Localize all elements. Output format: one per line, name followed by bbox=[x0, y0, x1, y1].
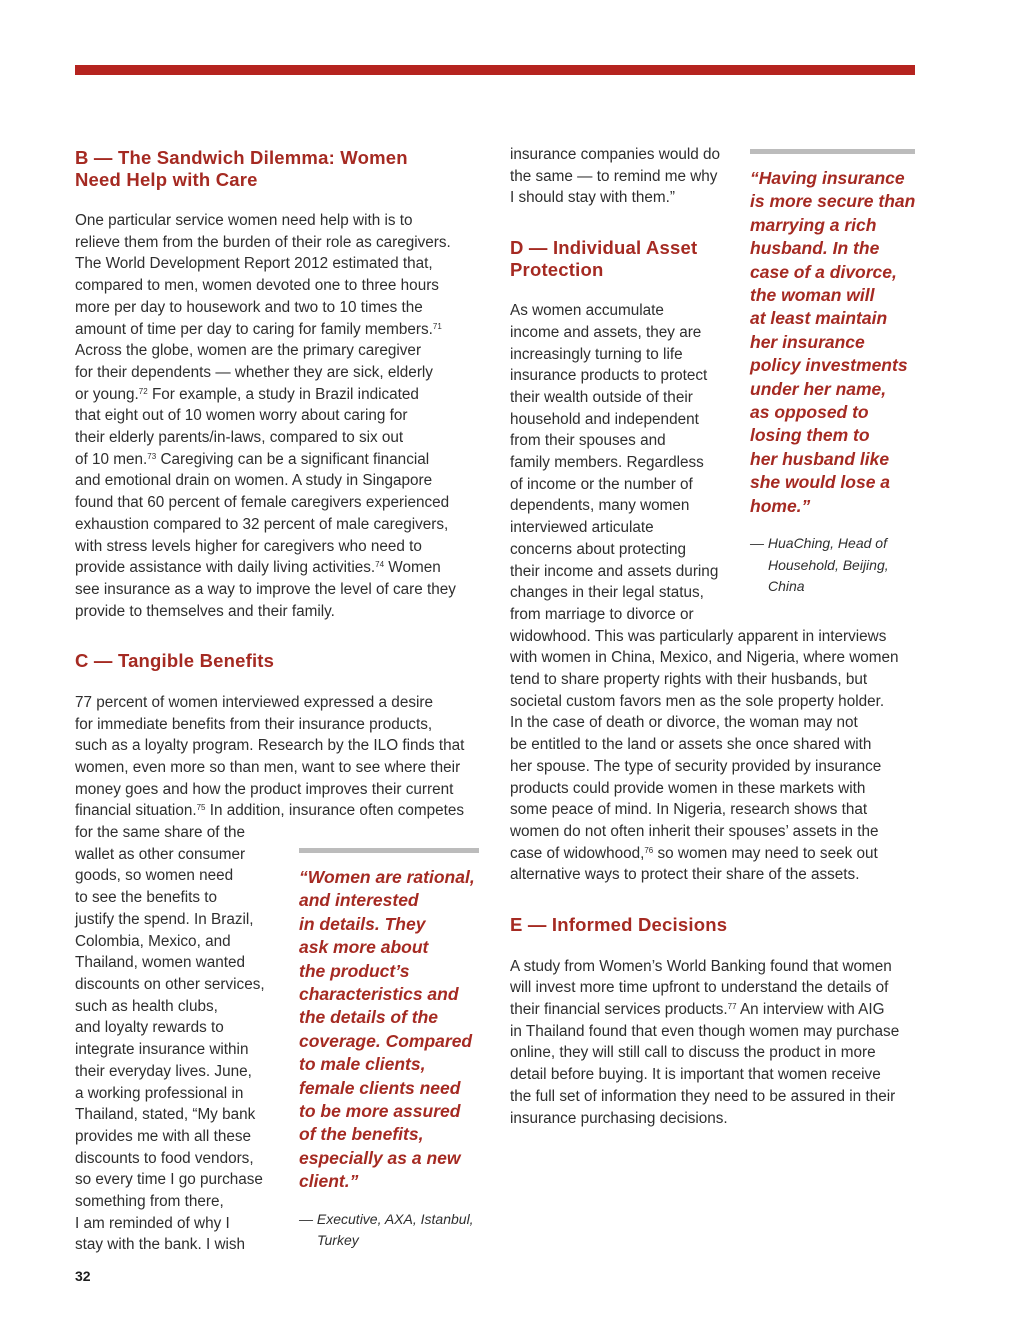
text-line: and emotional drain on women. A study in Singapore bbox=[75, 472, 433, 490]
quote-line: especially as a new bbox=[299, 1147, 461, 1168]
quote-line: she would lose a bbox=[750, 472, 891, 493]
text-line: with women in China, Mexico, and Nigeria, where women bbox=[510, 649, 899, 667]
quote-line: ask more about bbox=[299, 937, 429, 958]
quote-line: in details. They bbox=[299, 913, 426, 934]
text-line: online, they will still call to discuss the product in more bbox=[510, 1044, 876, 1062]
text-line: or young. bbox=[75, 385, 139, 403]
text-line: from their spouses and bbox=[510, 432, 666, 450]
footnote-ref[interactable]: 77 bbox=[727, 1002, 737, 1011]
quote-attribution bbox=[750, 533, 915, 598]
text-line: with stress levels higher for caregivers who need to bbox=[75, 537, 422, 555]
quote-line: is more secure than bbox=[750, 191, 916, 212]
text-line: I am reminded of why I bbox=[75, 1214, 230, 1232]
quote-line: to male clients, bbox=[299, 1054, 426, 1075]
attribution-line: China bbox=[768, 578, 805, 595]
text-line: wallet as other consumer bbox=[75, 845, 246, 863]
text-line: Thailand, women wanted bbox=[75, 954, 246, 972]
quote-line: case of a divorce, bbox=[750, 261, 897, 282]
quote-line: “Women are rational, bbox=[299, 867, 475, 887]
quote-line: marrying a rich bbox=[750, 214, 877, 235]
text-line: 77 percent of women interviewed expressed a desire bbox=[75, 693, 433, 711]
quote-line: client.” bbox=[299, 1171, 359, 1192]
text-line: For example, a study in Brazil indicated bbox=[151, 385, 419, 403]
quote-line: at least maintain bbox=[750, 308, 888, 329]
text-line: exhaustion compared to 32 percent of male caregivers, bbox=[75, 515, 449, 533]
text-line: products could provide women in these markets with bbox=[510, 779, 866, 797]
quote-line: home.” bbox=[750, 495, 811, 516]
text-line: money goes and how the product improves their current bbox=[75, 780, 454, 798]
quote-line: characteristics and bbox=[299, 984, 459, 1005]
text-line: One particular service women need help with is to bbox=[75, 212, 413, 229]
quote-rule bbox=[750, 149, 915, 154]
quote-line: as opposed to bbox=[750, 402, 869, 423]
text-line: their wealth outside of their bbox=[510, 388, 693, 406]
text-line: family members. Regardless bbox=[510, 454, 704, 472]
quote-text bbox=[299, 866, 479, 1194]
text-line: in Thailand found that even though women may purchase bbox=[510, 1022, 900, 1040]
text-line: societal custom favors men as the sole property holder. bbox=[510, 692, 885, 710]
text-line: compared to men, women devoted one to three hours bbox=[75, 277, 439, 295]
text-line: stay with the bank. I wish bbox=[75, 1236, 246, 1254]
text-line: tend to share property rights with their husbands, but bbox=[510, 671, 868, 689]
top-accent-bar bbox=[75, 65, 915, 75]
quote-line: under her name, bbox=[750, 378, 887, 399]
footnote-ref[interactable]: 71 bbox=[432, 321, 442, 331]
text-line: provide assistance with daily living activities. bbox=[75, 559, 376, 577]
section-e-body bbox=[510, 956, 920, 1130]
quote-line: the details of the bbox=[299, 1007, 439, 1028]
quote-line: husband. In the bbox=[750, 238, 880, 259]
text-line: women do not often inherit their spouses’ assets in the bbox=[510, 822, 879, 840]
quote-line: of the benefits, bbox=[299, 1124, 424, 1145]
text-line: Across the globe, women are the primary caregiver bbox=[75, 342, 422, 360]
text-line: income and assets, they are bbox=[510, 323, 702, 341]
text-line: to see the benefits to bbox=[75, 889, 218, 907]
text-line: case of widowhood, bbox=[510, 844, 645, 862]
text-line: something from there, bbox=[75, 1193, 224, 1211]
quote-rule bbox=[299, 848, 479, 853]
text-line: found that 60 percent of female caregivers experienced bbox=[75, 494, 450, 512]
text-line: so every time I go purchase bbox=[75, 1171, 263, 1189]
text-line: be entitled to the land or assets she once shared with bbox=[510, 736, 872, 754]
text-line: of 10 men. bbox=[75, 450, 148, 468]
text-line: Caregiving can be a significant financial bbox=[160, 450, 430, 468]
text-line: household and independent bbox=[510, 410, 699, 428]
quote-line: policy investments bbox=[750, 355, 908, 376]
section-d-body-full bbox=[510, 626, 920, 886]
quote-line: and interested bbox=[299, 890, 419, 911]
quote-line: “Having insurance bbox=[750, 168, 905, 188]
text-line: their everyday lives. June, bbox=[75, 1062, 252, 1080]
text-line: alternative ways to protect their share of the assets. bbox=[510, 866, 860, 884]
quote-line: coverage. Compared bbox=[299, 1030, 473, 1051]
text-line: goods, so women need bbox=[75, 867, 234, 885]
text-line: Women bbox=[388, 559, 441, 577]
section-d-heading bbox=[510, 237, 730, 280]
quote-line: to be more assured bbox=[299, 1101, 461, 1122]
text-line: interviewed articulate bbox=[510, 519, 654, 537]
section-b-body bbox=[75, 210, 485, 622]
text-line: widowhood. This was particularly apparent in interviews bbox=[510, 627, 887, 645]
text-line: for their dependents — whether they are sick, elderly bbox=[75, 363, 433, 381]
text-line: financial situation. bbox=[75, 802, 197, 820]
text-line: so women may need to seek out bbox=[657, 844, 878, 862]
text-line: discounts to food vendors, bbox=[75, 1149, 254, 1167]
heading-line: Need Help with Care bbox=[75, 168, 258, 190]
footnote-ref[interactable]: 76 bbox=[644, 845, 654, 855]
text-line: In addition, insurance often competes bbox=[209, 802, 465, 820]
text-line: their financial services products. bbox=[510, 1001, 728, 1018]
section-c-heading bbox=[75, 650, 485, 672]
text-line: A study from Women’s World Banking found that women bbox=[510, 957, 892, 975]
footnote-ref[interactable]: 73 bbox=[147, 451, 157, 461]
heading-line: E — Informed Decisions bbox=[510, 914, 728, 936]
quote-attribution: — Executive, AXA, Istanbul, Turkey bbox=[299, 1210, 474, 1249]
quote-line: the product’s bbox=[299, 960, 410, 981]
text-line: will invest more time upfront to understand the details of bbox=[510, 979, 889, 997]
quote-line: losing them to bbox=[750, 425, 870, 446]
section-d-body-narrow bbox=[510, 300, 730, 626]
text-line: amount of time per day to caring for family members. bbox=[75, 320, 433, 338]
text-line: The World Development Report 2012 estimated that, bbox=[75, 255, 433, 273]
text-line: changes in their legal status, bbox=[510, 584, 704, 602]
text-line: for immediate benefits from their insurance products, bbox=[75, 715, 433, 733]
text-line: that eight out of 10 women worry about caring for bbox=[75, 407, 408, 425]
page-number: 32 bbox=[75, 1268, 91, 1284]
text-line: concerns about protecting bbox=[510, 540, 687, 558]
text-line: insurance purchasing decisions. bbox=[510, 1109, 728, 1127]
text-line: provide to themselves and their family. bbox=[75, 602, 335, 620]
text-line: increasingly turning to life bbox=[510, 345, 683, 363]
text-line: some peace of mind. In Nigeria, research shows that bbox=[510, 801, 868, 819]
section-c-continued bbox=[510, 144, 730, 209]
section-b-heading bbox=[75, 147, 485, 190]
text-line: more per day to housework and two to 10 times the bbox=[75, 298, 423, 316]
pull-quote-huaching bbox=[750, 149, 915, 598]
text-line: discounts on other services, bbox=[75, 976, 265, 993]
attribution-line: — HuaChing, Head of bbox=[750, 535, 887, 552]
attribution-line: Household, Beijing, bbox=[768, 556, 889, 573]
quote-line: her insurance bbox=[750, 331, 865, 352]
text-line: a working professional in bbox=[75, 1084, 244, 1102]
text-line: such as a loyalty program. Research by the ILO finds that bbox=[75, 737, 465, 755]
text-line: justify the spend. In Brazil, bbox=[75, 910, 254, 928]
quote-line: her husband like bbox=[750, 448, 890, 469]
text-line: Colombia, Mexico, and bbox=[75, 932, 231, 950]
text-line: An interview with AIG bbox=[739, 1001, 885, 1018]
text-line: and loyalty rewards to bbox=[75, 1019, 224, 1037]
text-line: In the case of death or divorce, the woman may not bbox=[510, 714, 858, 732]
quote-text bbox=[750, 167, 915, 518]
text-line: their elderly parents/in-laws, compared to six out bbox=[75, 429, 404, 447]
footnote-ref[interactable]: 72 bbox=[138, 386, 148, 396]
text-line: integrate insurance within bbox=[75, 1041, 249, 1059]
quote-line: female clients need bbox=[299, 1077, 461, 1098]
text-line: for the same share of the bbox=[75, 824, 246, 842]
text-line: relieve them from the burden of their role as caregivers. bbox=[75, 233, 451, 251]
text-line: of income or the number of bbox=[510, 475, 693, 493]
heading-line: C — Tangible Benefits bbox=[75, 650, 275, 672]
quote-line: the woman will bbox=[750, 285, 875, 306]
pull-quote-axa bbox=[299, 848, 479, 1252]
heading-line: B — The Sandwich Dilemma: Women bbox=[75, 147, 408, 168]
section-e-heading bbox=[510, 914, 730, 936]
heading-line: D — Individual Asset bbox=[510, 237, 698, 259]
text-line: I should stay with them.” bbox=[510, 189, 675, 207]
text-line: Thailand, stated, “My bank bbox=[75, 1106, 256, 1124]
text-line: insurance products to protect bbox=[510, 367, 708, 385]
text-line: insurance companies would do bbox=[510, 146, 721, 163]
text-line: their income and assets during bbox=[510, 562, 719, 580]
text-line: detail before buying. It is important that women receive bbox=[510, 1066, 881, 1084]
heading-line: Protection bbox=[510, 258, 604, 280]
text-line: As women accumulate bbox=[510, 302, 664, 320]
footnote-ref[interactable]: 74 bbox=[375, 560, 385, 570]
text-line: her spouse. The type of security provided by insurance bbox=[510, 757, 882, 775]
text-line: the full set of information they need to be assured in their bbox=[510, 1087, 896, 1105]
text-line: dependents, many women bbox=[510, 497, 690, 515]
footnote-ref[interactable]: 75 bbox=[196, 803, 206, 813]
text-line: from marriage to divorce or bbox=[510, 605, 694, 623]
text-line: see insurance as a way to improve the level of care they bbox=[75, 580, 456, 598]
text-line: the same — to remind me why bbox=[510, 167, 718, 185]
text-line: such as health clubs, bbox=[75, 997, 218, 1015]
text-line: provides me with all these bbox=[75, 1127, 251, 1145]
text-line: women, even more so than men, want to see where their bbox=[75, 758, 461, 776]
